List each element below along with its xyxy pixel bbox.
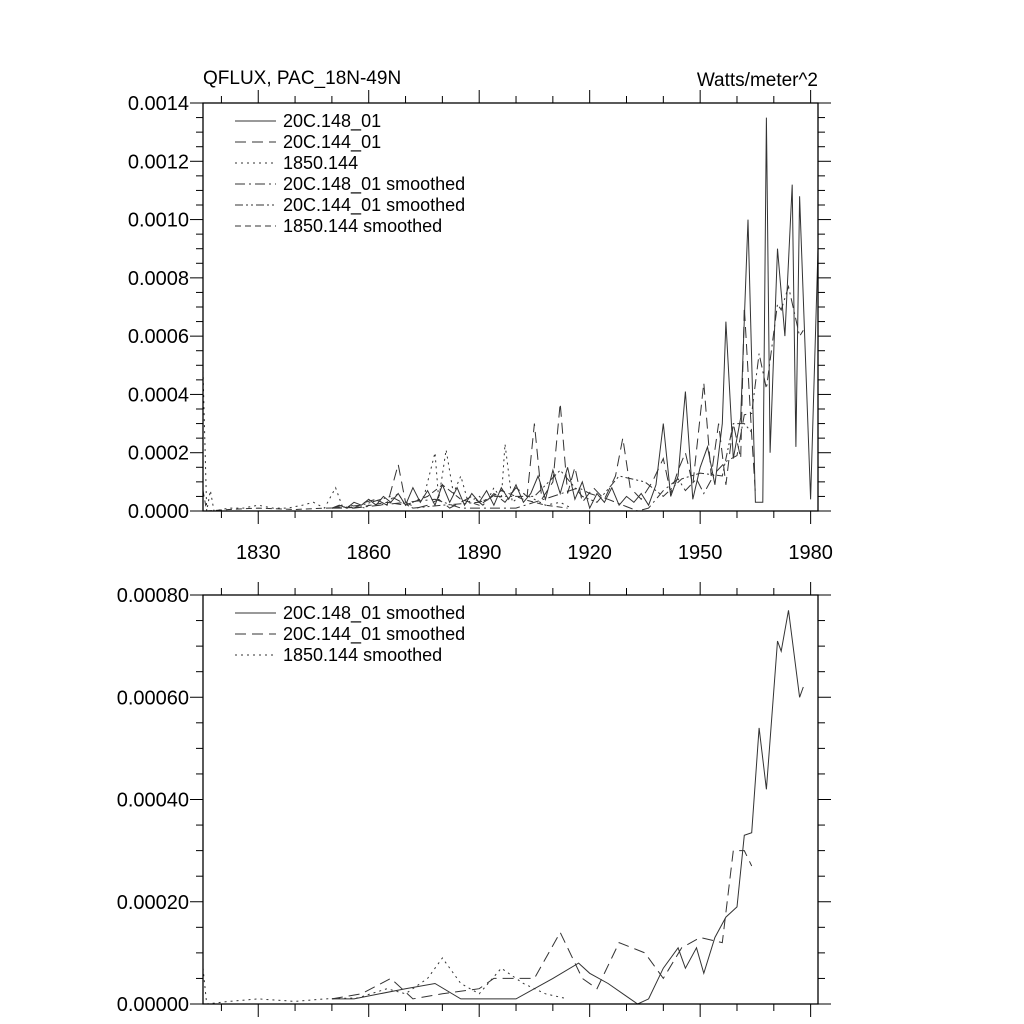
legend-label: 20C.148_01 xyxy=(283,111,382,131)
y-tick-label: 0.0006 xyxy=(127,326,189,349)
y-tick-label: 0.00020 xyxy=(116,891,189,914)
series-line-20c-148-01-smoothed xyxy=(332,610,803,1004)
legend-label: 1850.144 smoothed xyxy=(283,645,443,665)
top-panel xyxy=(128,90,833,564)
series-line-1850-144 xyxy=(203,371,571,511)
legend-label: 1850.144 smoothed xyxy=(283,216,443,236)
y-tick-label: 0.0000 xyxy=(127,501,189,523)
y-tick-label: 0.0012 xyxy=(127,151,189,174)
legend-label: 1850.144 xyxy=(283,153,359,173)
y-tick-label: 0.00000 xyxy=(116,994,189,1016)
y-tick-label: 0.00080 xyxy=(116,585,189,607)
x-tick-label: 1920 xyxy=(567,542,612,564)
series-line-20c-144-01-smoothed xyxy=(332,851,752,999)
series-line-20c-148-01-smoothed xyxy=(332,287,803,511)
legend-label: 20C.148_01 smoothed xyxy=(283,603,466,623)
legend-label: 20C.148_01 smoothed xyxy=(283,174,466,194)
legend-label: 20C.144_01 xyxy=(283,132,382,152)
units-label: Watts/meter^2 xyxy=(696,70,818,91)
x-tick-label: 1980 xyxy=(788,542,833,564)
chart-title: QFLUX, PAC_18N-49N xyxy=(203,68,402,89)
y-tick-label: 0.0004 xyxy=(127,384,189,407)
legend-label: 20C.144_01 smoothed xyxy=(283,195,466,215)
y-tick-label: 0.0014 xyxy=(127,93,189,115)
y-tick-label: 0.0002 xyxy=(127,442,189,465)
bottom-panel xyxy=(117,582,831,1017)
series-line-20c-144-01 xyxy=(332,307,756,508)
y-tick-label: 0.00060 xyxy=(116,687,189,710)
x-tick-label: 1950 xyxy=(677,542,723,564)
x-tick-label: 1830 xyxy=(235,542,281,564)
y-tick-label: 0.00040 xyxy=(116,789,189,812)
legend-label: 20C.144_01 smoothed xyxy=(283,624,466,644)
y-tick-label: 0.0010 xyxy=(127,209,189,232)
x-tick-label: 1860 xyxy=(346,542,391,564)
y-tick-label: 0.0008 xyxy=(127,267,189,290)
x-tick-label: 1890 xyxy=(456,542,502,564)
